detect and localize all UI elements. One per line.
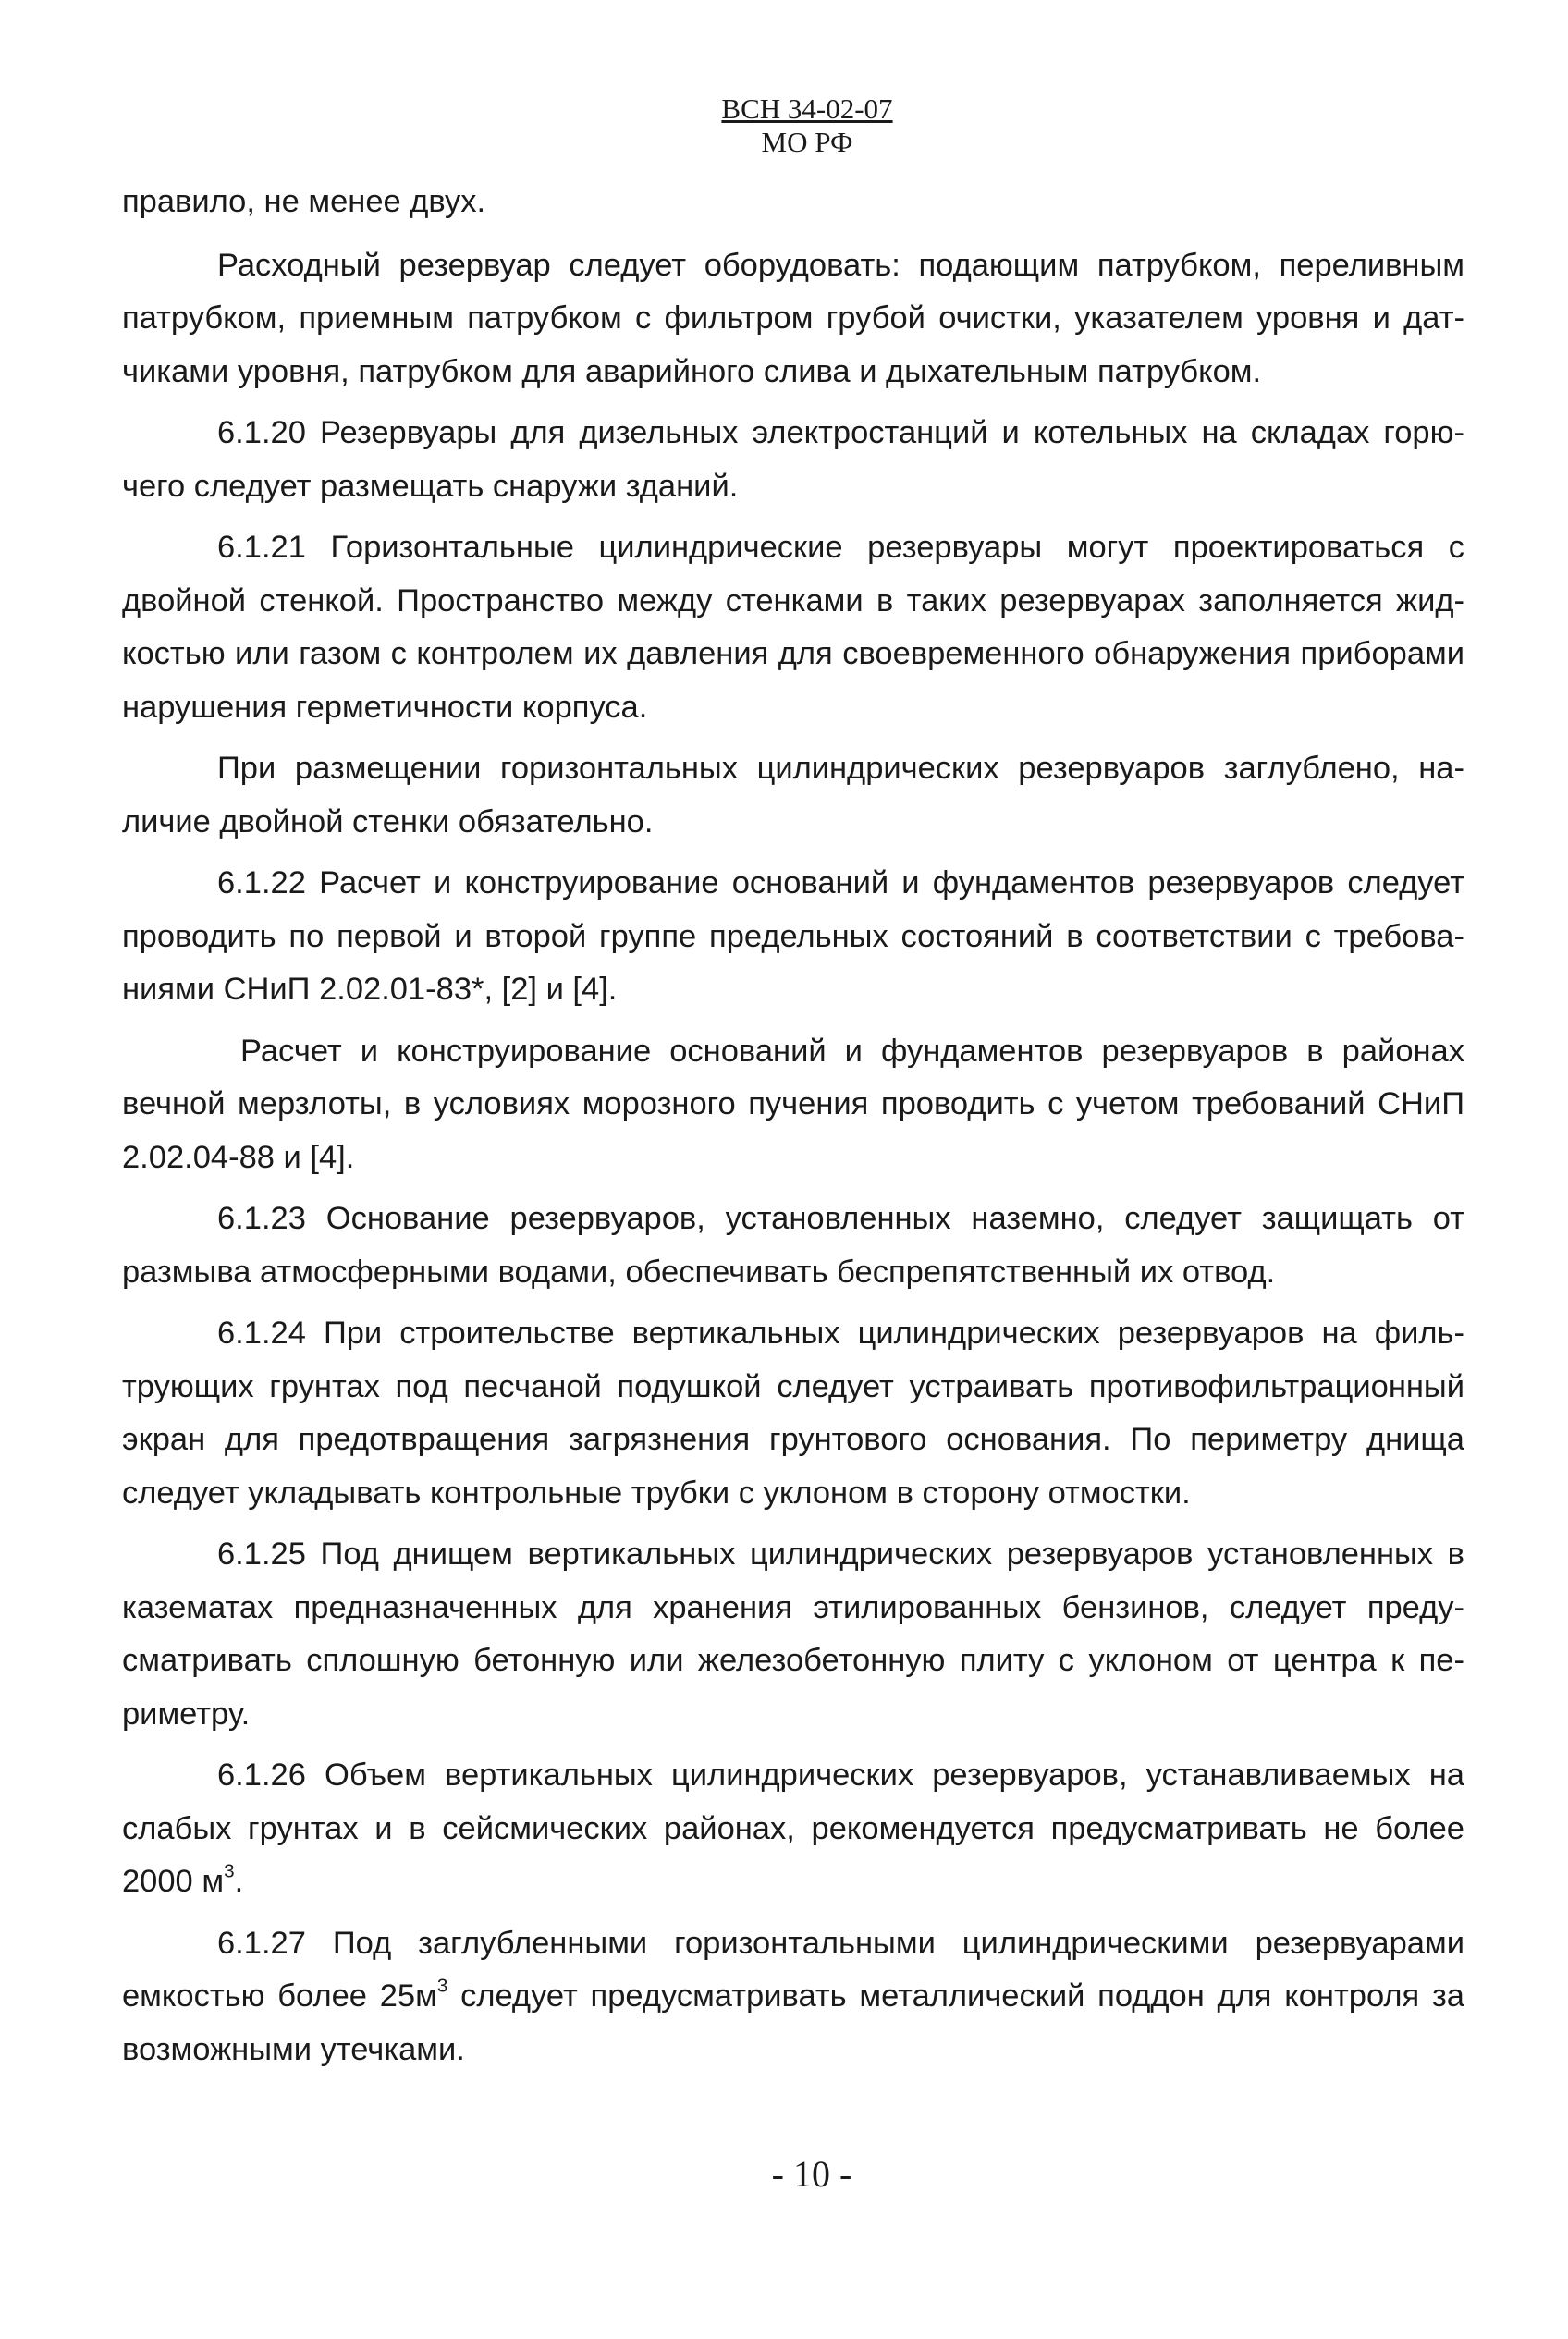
superscript-cubic: 3 [224, 1860, 235, 1882]
paragraph-6-1-26-text: 6.1.26 Объем вертикальных цилиндрических резервуаров, устанавливаемых на слабых грунтах и в сейсмических районах, рекомендуется предусматривать не более 2000 м [122, 1757, 1464, 1899]
paragraph-6-1-23: 6.1.23 Основание резервуаров, установленных наземно, следует защищать от размыва атмосферными водами, обеспечивать беспрепятственный их отвод. [122, 1201, 1464, 1290]
document-organization: МО РФ [761, 126, 853, 158]
paragraph-6-1-24: 6.1.24 При строительстве вертикальных цилиндрических резервуаров на фильтрующих грунтах под песчаной подушкой следует устраивать противофильтрационный экран для предотвращения загрязнения грунтового основания. По периметру днища следует укладывать контрольные трубки с уклоном в сторону отмостки. [122, 1316, 1464, 1511]
document-body [122, 176, 1464, 2085]
paragraph-permafrost: Расчет и конструирование оснований и фундаментов резервуаров в районах вечной мерзлоты, в условиях морозного пучения проводить с учетом требований СНиП 2.02.04-88 и [4]. [122, 1033, 1464, 1175]
paragraph-6-1-26-end: . [234, 1864, 244, 1899]
paragraph-6-1-26 [122, 1749, 1464, 1909]
paragraph-6-1-21: 6.1.21 Горизонтальные цилиндрические резервуары могут проектироваться с двойной стенкой. Пространство между стенками в таких резервуарах заполняется жидкостью или газом с контролем их давления для своевременного обнаружения приборами нарушения герметичности корпуса. [122, 530, 1464, 725]
paragraph-6-1-27 [122, 1917, 1464, 2077]
paragraph-6-1-27-text-a: 6.1.27 Под заглубленными горизонтальными цилиндрическими резервуарами емкостью более 25м [122, 1925, 1464, 2014]
superscript-cubic-2: 3 [436, 1975, 448, 1997]
paragraph-6-1-25: 6.1.25 Под днищем вертикальных цилиндрических резервуаров установленных в казематах предназначенных для хранения этилированных бензинов, следует предусматривать сплошную бетонную или железобетонную плиту с уклоном от центра к периметру. [122, 1537, 1464, 1732]
paragraph-6-1-27-text-b: следует предусматривать металлический поддон для контроля за возможными утечками. [122, 1978, 1464, 2067]
page-number: - 10 - [771, 2153, 852, 2195]
paragraph-reservoir-equipment: Расходный резервуар следует оборудовать: подающим патрубком, переливным патрубком, приемным патрубком с фильтром грубой очистки, указателем уровня и датчиками уровня, патрубком для аварийного слива и дыхательным патрубком. [122, 247, 1464, 389]
document-header [0, 92, 1568, 159]
paragraph-double-wall: При размещении горизонтальных цилиндрических резервуаров заглублено, наличие двойной стенки обязательно. [122, 751, 1464, 839]
paragraph-6-1-22: 6.1.22 Расчет и конструирование оснований и фундаментов резервуаров следует проводить по первой и второй группе предельных состояний в соответствии с требованиями СНиП 2.02.01-83*, [2] и [4]. [122, 865, 1464, 1007]
paragraph-continuation: правило, не менее двух. [122, 184, 486, 219]
document-code: ВСН 34-02-07 [721, 92, 893, 125]
paragraph-6-1-20: 6.1.20 Резервуары для дизельных электростанций и котельных на складах горючего следует размещать снаружи зданий. [122, 415, 1464, 504]
